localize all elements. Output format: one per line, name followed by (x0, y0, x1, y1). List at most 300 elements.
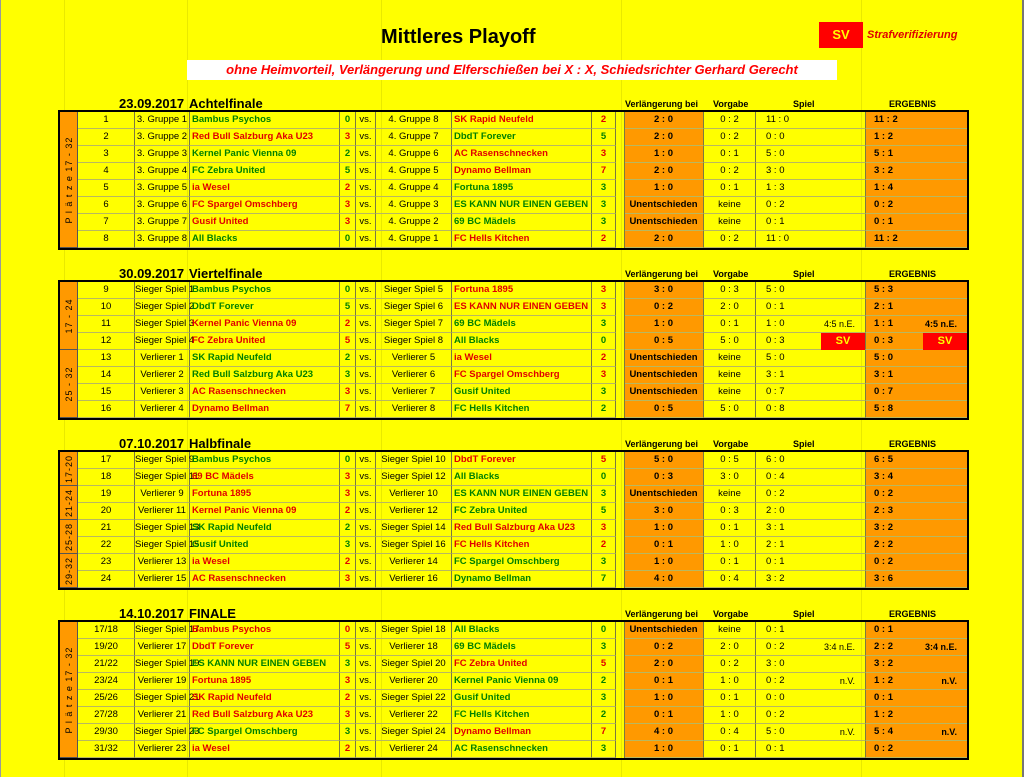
match-row (60, 690, 967, 707)
round-name: FINALE (189, 606, 236, 621)
extension-value (624, 316, 704, 333)
home-seed-text: 3 (344, 709, 351, 720)
home-team-text: Bambus Psychos (192, 454, 272, 465)
vs-label: vs. (356, 112, 376, 129)
handicap-value-text: keine (718, 386, 741, 397)
away-slot-text: Verlierer 14 (389, 556, 438, 567)
away-seed (592, 673, 616, 690)
game-score (756, 350, 866, 367)
handicap-value (704, 741, 756, 758)
match-number-text: 16 (100, 403, 112, 414)
game-score-text: 5 : 0 (766, 284, 785, 295)
game-score (756, 503, 866, 520)
vs-label: vs. (356, 282, 376, 299)
column-gap (616, 214, 625, 231)
match-number-text: 19/20 (94, 641, 118, 652)
away-seed (592, 690, 616, 707)
handicap-value (704, 316, 756, 333)
extension-value-text: Unentschieden (629, 199, 698, 210)
match-number (78, 180, 135, 197)
away-slot (376, 112, 452, 129)
home-team-text: Bambus Psychos (192, 114, 272, 125)
away-slot (376, 197, 452, 214)
home-slot (135, 537, 200, 554)
away-slot-text: Sieger Spiel 24 (381, 726, 446, 737)
placement-text: 25 - 32 (63, 365, 74, 402)
final-result (866, 350, 967, 367)
penalty-note: 3:4 n.E. (823, 642, 855, 652)
home-team-text: DbdT Forever (192, 301, 254, 312)
home-slot-text: Verlierer 2 (140, 369, 184, 380)
game-score (756, 401, 866, 418)
game-score (756, 469, 866, 486)
handicap-value-text: 5 : 0 (720, 403, 739, 414)
home-team (190, 707, 340, 724)
away-slot (376, 282, 452, 299)
placement-text: 29-32 (63, 556, 74, 585)
home-seed-text: 2 (344, 692, 351, 703)
extension-value-text: Unentschieden (629, 624, 698, 635)
handicap-value (704, 503, 756, 520)
placement-text: 25-28 (63, 522, 74, 551)
home-slot-text: Sieger Spiel 23 (135, 726, 200, 737)
away-team-text: Red Bull Salzburg Aka U23 (454, 522, 576, 533)
extension-value (624, 537, 704, 554)
away-team-text: Dynamo Bellman (454, 726, 532, 737)
away-slot-text: Sieger Spiel 14 (381, 522, 446, 533)
final-result-text: 2 : 2 (874, 539, 894, 550)
column-gap (616, 452, 625, 469)
away-slot-text: Verlierer 24 (389, 743, 438, 754)
home-seed (340, 690, 356, 707)
away-seed (592, 180, 616, 197)
home-seed (340, 656, 356, 673)
placement-text: P l ä t z e 17 - 32 (63, 646, 74, 733)
extension-value-text: 2 : 0 (653, 131, 673, 142)
home-seed (340, 282, 356, 299)
home-slot-text: 3. Gruppe 3 (136, 148, 188, 159)
vs-label: vs. (356, 146, 376, 163)
home-seed (340, 112, 356, 129)
handicap-value-text: keine (718, 488, 741, 499)
round-date: 07.10.2017 (119, 436, 185, 451)
handicap-value-text: 1 : 0 (720, 709, 739, 720)
match-row (60, 503, 967, 520)
game-score (756, 537, 866, 554)
extension-value (624, 129, 704, 146)
away-team (452, 571, 592, 588)
final-result (866, 367, 967, 384)
vs-label: vs. (356, 673, 376, 690)
game-score (756, 367, 866, 384)
handicap-value (704, 333, 756, 350)
home-team (190, 367, 340, 384)
result-note: n.V. (941, 676, 957, 686)
away-slot (376, 486, 452, 503)
game-score (756, 452, 866, 469)
home-seed (340, 367, 356, 384)
home-slot-text: Sieger Spiel 9 (135, 454, 195, 465)
home-seed-text: 3 (344, 573, 351, 584)
home-team (190, 673, 340, 690)
vs-label: vs. (356, 367, 376, 384)
home-team (190, 282, 340, 299)
home-slot (135, 656, 200, 673)
away-team (452, 333, 592, 350)
away-slot (376, 673, 452, 690)
extension-value (624, 656, 704, 673)
away-team-text: AC Rasenschnecken (454, 743, 548, 754)
match-number (78, 503, 135, 520)
away-team (452, 622, 592, 639)
game-score (756, 707, 866, 724)
match-number (78, 673, 135, 690)
away-slot-text: Sieger Spiel 8 (383, 335, 444, 346)
home-slot (135, 622, 200, 639)
game-score-text: 0 : 4 (766, 471, 785, 482)
home-slot-text: Sieger Spiel 13 (135, 522, 200, 533)
home-team (190, 741, 340, 758)
home-team-text: AC Rasenschnecken (192, 573, 286, 584)
match-row (60, 197, 967, 214)
handicap-value (704, 299, 756, 316)
handicap-value (704, 282, 756, 299)
match-number-text: 9 (103, 284, 109, 295)
home-slot-text: 3. Gruppe 4 (136, 165, 188, 176)
match-number (78, 724, 135, 741)
match-row (60, 639, 967, 656)
match-row (60, 129, 967, 146)
away-team-text: AC Rasenschnecken (454, 148, 548, 159)
match-table (58, 110, 969, 250)
away-team (452, 231, 592, 248)
home-seed (340, 350, 356, 367)
extension-value-text: 0 : 5 (653, 403, 673, 414)
final-result (866, 724, 967, 741)
away-seed-text: 3 (600, 199, 607, 210)
away-seed (592, 537, 616, 554)
away-seed (592, 197, 616, 214)
match-number-text: 3 (103, 148, 109, 159)
extension-value-text: 1 : 0 (653, 556, 673, 567)
away-slot-text: Verlierer 20 (389, 675, 438, 686)
column-header-spiel: Spiel (793, 99, 815, 109)
home-seed-text: 2 (344, 352, 351, 363)
match-number-text: 27/28 (94, 709, 118, 720)
match-number-text: 25/26 (94, 692, 118, 703)
home-team-text: FC Spargel Omschberg (192, 199, 298, 210)
home-team (190, 503, 340, 520)
home-seed-text: 7 (344, 403, 351, 414)
away-slot-text: 4. Gruppe 3 (388, 199, 439, 210)
home-slot (135, 333, 195, 350)
column-gap (616, 639, 625, 656)
game-score (756, 129, 866, 146)
game-score-text: 0 : 1 (766, 624, 785, 635)
away-slot (376, 537, 452, 554)
match-table (58, 280, 969, 420)
game-score-text: 5 : 0 (766, 726, 785, 737)
home-seed-text: 0 (344, 624, 351, 635)
column-gap (616, 197, 625, 214)
handicap-value-text: 0 : 2 (720, 165, 739, 176)
home-slot-text: 3. Gruppe 8 (136, 233, 188, 244)
extension-value-text: Unentschieden (629, 488, 698, 499)
extension-value (624, 350, 704, 367)
away-slot (376, 316, 452, 333)
home-slot-text: Sieger Spiel 4 (135, 335, 195, 346)
home-seed-text: 5 (344, 301, 351, 312)
game-score (756, 622, 866, 639)
match-row (60, 367, 967, 384)
match-number-text: 29/30 (94, 726, 118, 737)
match-row (60, 231, 967, 248)
home-team (190, 690, 340, 707)
vs-label: vs. (356, 452, 376, 469)
extension-value-text: 1 : 0 (653, 318, 673, 329)
away-seed-text: 0 (600, 335, 607, 346)
extension-value-text: 2 : 0 (653, 233, 673, 244)
final-result (866, 639, 967, 656)
away-slot (376, 639, 452, 656)
handicap-value-text: 0 : 2 (720, 114, 739, 125)
home-seed-text: 3 (344, 658, 351, 669)
handicap-value (704, 724, 756, 741)
away-seed (592, 469, 616, 486)
match-number (78, 350, 135, 367)
column-gap (616, 690, 625, 707)
column-gap (616, 503, 625, 520)
away-team (452, 452, 592, 469)
column-gap (616, 316, 625, 333)
extension-value (624, 112, 704, 129)
final-result-text: 2 : 3 (874, 505, 894, 516)
match-row (60, 163, 967, 180)
away-slot (376, 656, 452, 673)
game-score-text: 5 : 0 (766, 148, 785, 159)
match-number (78, 367, 135, 384)
game-score (756, 520, 866, 537)
extension-value-text: 1 : 0 (653, 522, 673, 533)
column-header-ext: Verlängerung bei (625, 609, 699, 619)
away-team (452, 707, 592, 724)
extension-value-text: 0 : 1 (653, 539, 673, 550)
match-number-text: 19 (100, 488, 112, 499)
extension-value (624, 231, 704, 248)
game-score (756, 333, 866, 350)
home-seed (340, 571, 356, 588)
away-seed-text: 2 (600, 709, 607, 720)
away-slot (376, 741, 452, 758)
extension-value-text: 1 : 0 (653, 148, 673, 159)
match-row (60, 741, 967, 758)
away-seed (592, 452, 616, 469)
home-seed (340, 537, 356, 554)
extension-value-text: 4 : 0 (653, 726, 673, 737)
away-seed-text: 7 (600, 726, 607, 737)
away-team (452, 656, 592, 673)
away-team (452, 299, 592, 316)
away-slot-text: 4. Gruppe 2 (388, 216, 439, 227)
home-team (190, 554, 340, 571)
home-team-text: 69 BC Mädels (192, 471, 254, 482)
match-number-text: 23 (100, 556, 112, 567)
home-slot (135, 282, 195, 299)
extension-value (624, 163, 704, 180)
column-gap (616, 707, 625, 724)
home-team (190, 537, 340, 554)
rules-banner: ohne Heimvorteil, Verlängerung und Elferschießen bei X : X, Schiedsrichter Gerhard Gerecht (187, 60, 837, 80)
column-gap (616, 571, 625, 588)
home-seed (340, 741, 356, 758)
away-slot-text: 4. Gruppe 1 (388, 233, 439, 244)
home-seed-text: 3 (344, 216, 351, 227)
vs-label: vs. (356, 197, 376, 214)
final-result-text: 3 : 1 (874, 369, 894, 380)
away-seed-text: 0 (600, 471, 607, 482)
home-seed (340, 520, 356, 537)
penalty-note: 4:5 n.E. (823, 319, 855, 329)
vs-label: vs. (356, 129, 376, 146)
away-slot (376, 520, 452, 537)
final-result-text: 1 : 1 (874, 318, 894, 329)
game-score-text: 0 : 2 (766, 709, 785, 720)
match-number (78, 401, 135, 418)
extension-value-text: 0 : 5 (653, 335, 673, 346)
extension-value (624, 503, 704, 520)
game-score (756, 197, 866, 214)
home-seed (340, 299, 356, 316)
extension-value (624, 282, 704, 299)
home-slot-text: Verlierer 19 (137, 675, 187, 686)
extension-value-text: 2 : 0 (653, 658, 673, 669)
game-score-text: 3 : 0 (766, 165, 785, 176)
final-result-text: 1 : 2 (874, 709, 894, 720)
match-row (60, 554, 967, 571)
home-slot-text: Verlierer 17 (137, 641, 187, 652)
away-slot-text: Verlierer 12 (389, 505, 438, 516)
round-date: 30.09.2017 (119, 266, 185, 281)
home-slot-text: Sieger Spiel 3 (135, 318, 195, 329)
home-seed (340, 384, 356, 401)
away-team (452, 673, 592, 690)
away-team-text: All Blacks (454, 335, 500, 346)
away-seed (592, 350, 616, 367)
game-score (756, 486, 866, 503)
home-team (190, 180, 340, 197)
match-number-text: 18 (100, 471, 112, 482)
game-score (756, 384, 866, 401)
away-seed (592, 622, 616, 639)
away-team (452, 741, 592, 758)
column-header-vor: Vorgabe (713, 269, 749, 279)
away-slot (376, 163, 452, 180)
handicap-value (704, 673, 756, 690)
home-team-text: SK Rapid Neufeld (192, 522, 272, 533)
home-seed (340, 554, 356, 571)
away-team-text: All Blacks (454, 471, 500, 482)
vs-label: vs. (356, 520, 376, 537)
final-result-text: 0 : 2 (874, 743, 894, 754)
vs-label: vs. (356, 214, 376, 231)
final-result (866, 656, 967, 673)
extension-value (624, 673, 704, 690)
game-score-text: 11 : 0 (766, 233, 790, 244)
game-score (756, 673, 866, 690)
home-seed (340, 724, 356, 741)
final-result (866, 520, 967, 537)
home-seed (340, 639, 356, 656)
final-result (866, 537, 967, 554)
vs-label: vs. (356, 163, 376, 180)
home-slot-text: Sieger Spiel 2 (135, 301, 195, 312)
final-result (866, 503, 967, 520)
column-gap (616, 384, 625, 401)
match-number (78, 707, 135, 724)
final-result-text: 1 : 4 (874, 182, 894, 193)
home-seed (340, 163, 356, 180)
away-seed-text: 2 (600, 539, 607, 550)
home-team (190, 112, 340, 129)
handicap-value (704, 622, 756, 639)
away-team (452, 639, 592, 656)
home-team-text: Red Bull Salzburg Aka U23 (192, 131, 314, 142)
extension-value-text: 2 : 0 (653, 165, 673, 176)
game-score (756, 741, 866, 758)
away-slot-text: Verlierer 18 (389, 641, 438, 652)
away-team-text: FC Hells Kitchen (454, 233, 530, 244)
handicap-value-text: 0 : 1 (720, 692, 739, 703)
handicap-value-text: 1 : 0 (720, 539, 739, 550)
away-seed-text: 3 (600, 556, 607, 567)
away-team-text: DbdT Forever (454, 454, 516, 465)
away-team-text: Gusif United (454, 386, 511, 397)
away-team-text: SK Rapid Neufeld (454, 114, 534, 125)
away-team-text: Gusif United (454, 692, 511, 703)
column-gap (616, 350, 625, 367)
round-name: Achtelfinale (189, 96, 263, 111)
handicap-value (704, 146, 756, 163)
away-seed-text: 3 (600, 318, 607, 329)
home-slot (135, 690, 200, 707)
match-number-text: 7 (103, 216, 109, 227)
home-seed-text: 3 (344, 369, 351, 380)
home-slot-text: Sieger Spiel 15 (135, 539, 200, 550)
away-team (452, 554, 592, 571)
away-slot-text: Sieger Spiel 12 (381, 471, 446, 482)
away-team (452, 537, 592, 554)
final-result-text: 0 : 7 (874, 386, 894, 397)
final-result-text: 2 : 1 (874, 301, 894, 312)
home-slot (135, 724, 200, 741)
extension-value-text: 3 : 0 (653, 505, 673, 516)
away-seed (592, 163, 616, 180)
match-row (60, 214, 967, 231)
away-team (452, 112, 592, 129)
home-slot (135, 146, 190, 163)
home-slot-text: 3. Gruppe 6 (136, 199, 188, 210)
home-slot (135, 486, 190, 503)
match-number (78, 520, 135, 537)
column-gap (616, 469, 625, 486)
penalty-note: n.V. (839, 727, 855, 737)
column-gap (616, 282, 625, 299)
home-slot (135, 129, 190, 146)
result-note: 3:4 n.E. (924, 642, 957, 652)
away-seed-text: 3 (600, 641, 607, 652)
away-seed-text: 2 (600, 403, 607, 414)
round-date: 23.09.2017 (119, 96, 185, 111)
